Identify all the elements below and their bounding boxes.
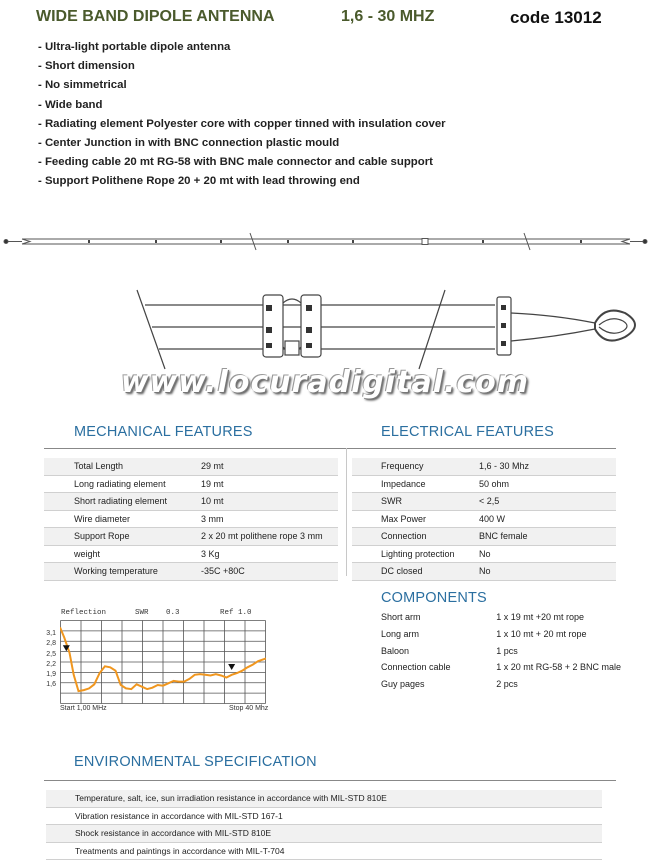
table-row: [44, 475, 338, 493]
feature-bullet: - Ultra-light portable dipole antenna: [38, 41, 231, 53]
table-row: [44, 563, 338, 581]
product-code: code 13012: [510, 8, 602, 27]
table-row: [352, 510, 616, 528]
env-spec-row: Temperature, salt, ice, sun irradiation resistance in accordance with MIL-STD 810E: [46, 790, 602, 808]
feature-bullet: - Support Polithene Rope 20 + 20 mt with lead throwing end: [38, 175, 360, 188]
electrical-features-table: [352, 458, 616, 581]
graph-swr-label: SWR: [135, 609, 149, 617]
table-row: [352, 475, 616, 493]
table-row: [352, 563, 616, 581]
spec-value: BNC female: [479, 528, 616, 546]
table-row: [44, 510, 338, 528]
components-table: [381, 609, 621, 692]
features-column-divider: [346, 448, 347, 576]
spec-value: 19 mt: [201, 475, 338, 493]
table-row: [44, 458, 338, 475]
graph-scale-label: 0.3: [166, 609, 180, 617]
y-tick-label: 1,9: [46, 671, 56, 678]
y-tick-label: 2,5: [46, 651, 56, 658]
environmental-divider: [44, 780, 616, 781]
components-title: COMPONENTS: [381, 590, 487, 606]
environmental-title: ENVIRONMENTAL SPECIFICATION: [74, 754, 317, 770]
spec-value: 29 mt: [201, 458, 338, 475]
feature-bullet: - Feeding cable 20 mt RG-58 with BNC male connector and cable support: [38, 156, 433, 169]
spec-label: Max Power: [352, 510, 479, 528]
features-divider: [44, 448, 616, 449]
graph-ref-label: Ref 1.0: [220, 609, 252, 617]
spec-label: Long radiating element: [44, 475, 201, 493]
feature-bullet-list: [38, 38, 446, 192]
feature-bullet: - Short dimension: [38, 60, 135, 73]
y-tick-label: 2,2: [46, 661, 56, 668]
component-label: Long arm: [381, 629, 420, 640]
y-tick-label: 3,1: [46, 630, 56, 637]
spec-label: Impedance: [352, 475, 479, 493]
table-row: [381, 676, 621, 693]
swr-graph: [60, 620, 266, 704]
spec-label: SWR: [352, 493, 479, 511]
y-tick-label: 2,8: [46, 640, 56, 647]
component-value: 1 x 19 mt +20 mt rope: [496, 612, 584, 623]
spec-value: No: [479, 545, 616, 563]
spec-label: Connection: [352, 528, 479, 546]
table-row: [381, 659, 621, 676]
spec-value: 3 mm: [201, 510, 338, 528]
mechanical-features-table: [44, 458, 338, 581]
component-value: 2 pcs: [496, 679, 518, 690]
graph-stop-label: Stop 40 Mhz: [229, 705, 269, 712]
table-row: [44, 545, 338, 563]
spec-value: 10 mt: [201, 493, 338, 511]
feature-bullet: - No simmetrical: [38, 79, 127, 92]
spec-value: 1,6 - 30 Mhz: [479, 458, 616, 475]
feature-bullet: - Radiating element Polyester core with copper tinned with insulation cover: [38, 117, 446, 130]
table-row: [352, 458, 616, 475]
spec-value: < 2,5: [479, 493, 616, 511]
frequency-band-heading: 1,6 - 30 MHZ: [341, 8, 435, 25]
center-junction-detail-drawing: [125, 285, 650, 370]
table-row: [381, 626, 621, 643]
spec-value: No: [479, 563, 616, 581]
component-label: Connection cable: [381, 662, 451, 673]
table-row: [381, 642, 621, 659]
feature-bullet: - Center Junction in with BNC connection plastic mould: [38, 137, 340, 150]
spec-label: Short radiating element: [44, 493, 201, 511]
spec-label: weight: [44, 545, 201, 563]
table-row: [44, 493, 338, 511]
table-row: [352, 528, 616, 546]
component-value: 1 x 20 mt RG-58 + 2 BNC male: [496, 662, 621, 673]
table-row: [352, 545, 616, 563]
table-row: [44, 528, 338, 546]
graph-reflection-label: Reflection: [61, 609, 107, 617]
spec-label: Working temperature: [44, 563, 201, 581]
product-title: WIDE BAND DIPOLE ANTENNA: [36, 8, 275, 25]
environmental-list: [46, 790, 602, 860]
spec-value: 400 W: [479, 510, 616, 528]
marker-triangle-icon: [228, 664, 235, 670]
component-value: 1 pcs: [496, 645, 518, 656]
spec-value: 3 Kg: [201, 545, 338, 563]
env-spec-row: Shock resistance in accordance with MIL-STD 810E: [46, 825, 602, 843]
electrical-features-title: ELECTRICAL FEATURES: [381, 424, 554, 440]
graph-start-label: Start 1,00 MHz: [60, 705, 107, 712]
y-tick-label: 1,6: [46, 681, 56, 688]
env-spec-row: Treatments and paintings in accordance with MIL-T-704: [46, 843, 602, 860]
spec-label: Support Rope: [44, 528, 201, 546]
spec-label: Frequency: [352, 458, 479, 475]
spec-label: Wire diameter: [44, 510, 201, 528]
spec-value: -35C +80C: [201, 563, 338, 581]
feature-bullet: - Wide band: [38, 98, 103, 111]
website-watermark: www.locuradigital.com: [120, 365, 530, 400]
table-row: [352, 493, 616, 511]
table-row: [381, 609, 621, 626]
component-value: 1 x 10 mt + 20 mt rope: [496, 629, 587, 640]
component-label: Guy pages: [381, 679, 425, 690]
component-label: Short arm: [381, 612, 421, 623]
antenna-overview-drawing: [0, 225, 650, 261]
spec-value: 2 x 20 mt polithene rope 3 mm: [201, 528, 338, 546]
spec-label: DC closed: [352, 563, 479, 581]
spec-label: Total Length: [44, 458, 201, 475]
env-spec-row: Vibration resistance in accordance with MIL-STD 167-1: [46, 808, 602, 826]
spec-value: 50 ohm: [479, 475, 616, 493]
component-label: Baloon: [381, 645, 410, 656]
mechanical-features-title: MECHANICAL FEATURES: [74, 424, 253, 440]
spec-label: Lighting protection: [352, 545, 479, 563]
